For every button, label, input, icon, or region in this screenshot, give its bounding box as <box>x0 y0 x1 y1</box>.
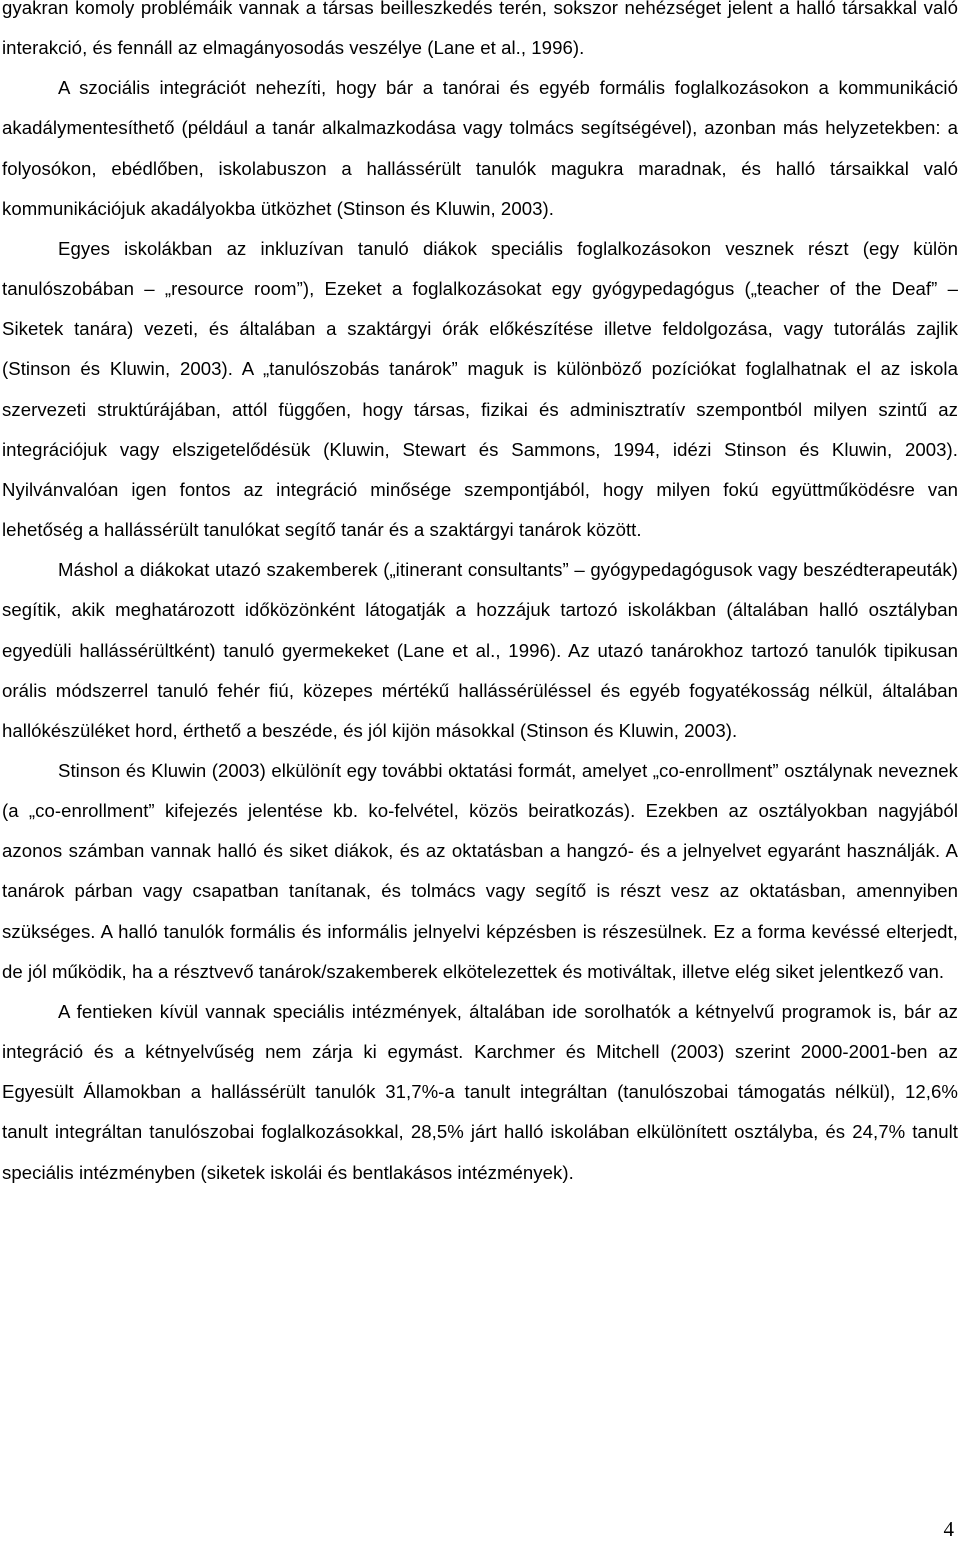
paragraph-2: A szociális integrációt nehezíti, hogy bár a tanórai és egyéb formális foglalkozásokon a kommunikáció akadálymentesíthető (például a tanár alkalmazkodása vagy tolmács segítségével), azonban más helyzetekben: a folyosókon, ebédlőben, iskolabuszon a hallássérült tanulók magukra maradnak, és halló társaikkal való kommunikációjuk akadályokba ütközhet (Stinson és Kluwin, 2003). <box>2 77 958 219</box>
paragraph-5: Stinson és Kluwin (2003) elkülönít egy további oktatási formát, amelyet „co-enrollment” osztálynak neveznek (a „co-enrollment” kifejezés jelentése kb. ko-felvétel, közös beiratkozás). Ezekben az osztályokban nagyjából azonos számban vannak halló és siket diákok, és az oktatásban a hangzó- és a jelnyelvet egyaránt használják. A tanárok párban vagy csapatban tanítanak, és tolmács vagy segítő is részt vesz az oktatásban, amennyiben szükséges. A halló tanulók formális és informális jelnyelvi képzésben is részesülnek. Ez a forma kevéssé elterjedt, de jól működik, ha a résztvevő tanárok/szakemberek elkötelezettek és motiváltak, illetve elég siket jelentkező van. <box>2 759 958 982</box>
body-text <box>2 0 958 1193</box>
paragraph-6: A fentieken kívül vannak speciális intézmények, általában ide sorolhatók a kétnyelvű programok is, bár az integráció és a kétnyelvűség nem zárja ki egymást. Karchmer és Mitchell (2003) szerint 2000-2001-ben az Egyesült Államokban a hallássérült tanulók 31,7%-a tanult integráltan (tanulószobai támogatás nélkül), 12,6% tanult integráltan tanulószobai foglalkozásokkal, 28,5% járt halló iskolában elkülönített osztályba, és 24,7% tanult speciális intézményben (siketek iskolái és bentlakásos intézmények). <box>2 1000 958 1183</box>
paragraph-3: Egyes iskolákban az inkluzívan tanuló diákok speciális foglalkozásokon vesznek részt (egy külön tanulószobában – „resource room”), Ezeket a foglalkozásokat egy gyógypedagógus („teacher of the Deaf” – Siketek tanára) vezeti, és általában a szaktárgyi órák előkészítése illetve feldolgozása, vagy tutorálás zajlik (Stinson és Kluwin, 2003). A „tanulószobás tanárok” maguk is különböző pozíciókat foglalhatnak el az iskola szervezeti struktúrájában, attól függően, hogy társas, fizikai és adminisztratív szempontból milyen szintű az integrációjuk vagy elszigetelődésük (Kluwin, Stewart és Sammons, 1994, idézi Stinson és Kluwin, 2003). Nyilvánvalóan igen fontos az integráció minősége szempontjából, hogy milyen fokú együttműködésre van lehetőség a hallássérült tanulókat segítő tanár és a szaktárgyi tanárok között. <box>2 237 958 541</box>
paragraph-4: Máshol a diákokat utazó szakemberek („itinerant consultants” – gyógypedagógusok vagy beszédterapeuták) segítik, akik meghatározott időközönként látogatják a hozzájuk tartozó iskolákban (általában halló osztályban egyedüli hallássérültként) tanuló gyermekeket (Lane et al., 1996). Az utazó tanárokhoz tartozó tanulók tipikusan orális módszerrel tanuló fehér fiú, közepes mértékű hallássérüléssel és egyéb fogyatékosság nélkül, általában hallókészüléket hord, érthető a beszéde, és jól kijön másokkal (Stinson és Kluwin, 2003). <box>2 559 958 741</box>
page-number: 4 <box>943 1517 954 1541</box>
paragraph-1: gyakran komoly problémáik vannak a társas beilleszkedés terén, sokszor nehézséget jelent a halló társakkal való interakció, és fennáll az elmagányosodás veszélye (Lane et al., 1996). <box>2 0 958 59</box>
